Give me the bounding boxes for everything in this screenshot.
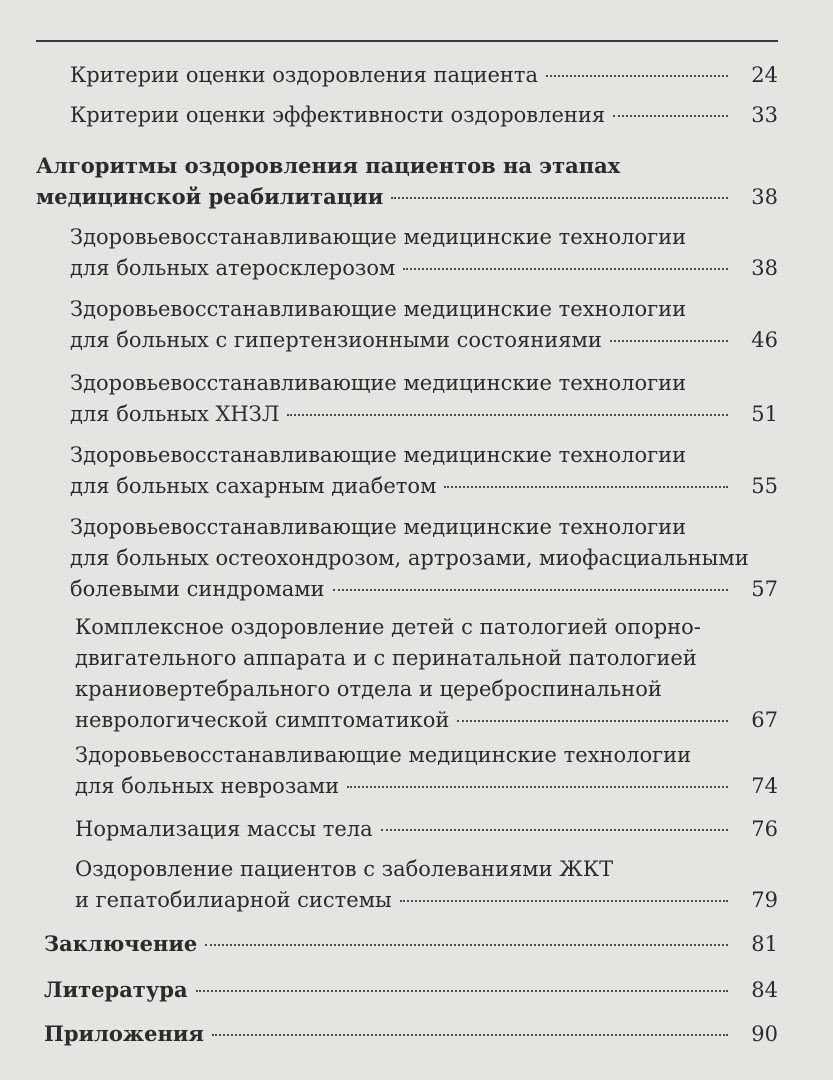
toc-entry-page: 46 [751, 328, 778, 352]
toc-entry-title: краниовертебрального отдела и цереброспинальной [75, 677, 662, 701]
toc-entry-title: Критерии оценки эффективности оздоровления [70, 103, 606, 127]
dot-leader [212, 1034, 728, 1036]
dot-leader [381, 829, 728, 831]
toc-entry-page: 67 [751, 708, 778, 732]
toc-entry [75, 814, 778, 845]
dot-leader [391, 197, 728, 199]
dot-leader [444, 486, 728, 488]
toc-entry-page: 24 [751, 63, 778, 87]
dot-leader [347, 786, 728, 788]
toc-entry [75, 854, 778, 916]
toc-entry-title: Приложения [44, 1021, 204, 1046]
dot-leader [287, 414, 728, 416]
dot-leader [610, 340, 728, 342]
dot-leader [403, 268, 728, 270]
toc-entry-page: 51 [751, 402, 778, 426]
toc-entry-title: для больных неврозами [75, 774, 340, 798]
toc-section [44, 928, 778, 960]
toc-entry-page: 90 [751, 1022, 778, 1046]
toc-entry-page: 81 [751, 932, 778, 956]
toc-entry-title: для больных остеохондрозом, артрозами, миофасциальными [70, 546, 749, 570]
toc-entry-title: и гепатобилиарной системы [75, 888, 392, 912]
toc-entry-title: Здоровьевосстанавливающие медицинские технологии [70, 443, 687, 467]
dot-leader [613, 115, 728, 117]
toc-entry-title: Здоровьевосстанавливающие медицинские технологии [70, 297, 687, 321]
toc-entry [70, 60, 778, 91]
toc-entry [70, 294, 778, 356]
toc-entry-title: Критерии оценки оздоровления пациента [70, 63, 539, 87]
toc-entry-page: 76 [751, 817, 778, 841]
toc-entry [75, 740, 778, 802]
toc-entry [70, 512, 778, 605]
toc-entry-title: Нормализация массы тела [75, 817, 373, 841]
toc-entry-title: Здоровьевосстанавливающие медицинские технологии [70, 371, 687, 395]
toc-entry-title: болевыми синдромами [70, 577, 325, 601]
toc-entry-page: 57 [751, 577, 778, 601]
dot-leader [546, 75, 728, 77]
toc-entry [70, 100, 778, 131]
toc-entry-title: двигательного аппарата и с перинатальной патологией [75, 646, 697, 670]
dot-leader [333, 589, 728, 591]
toc-entry-title: медицинской реабилитации [36, 184, 384, 209]
toc-entry-title: для больных с гипертензионными состояниями [70, 328, 602, 352]
toc-entry-title: Здоровьевосстанавливающие медицинские технологии [70, 225, 687, 249]
toc-entry [75, 612, 778, 736]
dot-leader [400, 900, 728, 902]
toc-entry-page: 33 [751, 103, 778, 127]
toc-entry-title: Заключение [44, 931, 198, 956]
toc-entry [70, 222, 778, 284]
toc-entry-title: для больных сахарным диабетом [70, 474, 437, 498]
toc-entry-page: 38 [751, 256, 778, 280]
toc-entry-title: Комплексное оздоровление детей с патологией опорно- [75, 615, 701, 639]
toc-entry-page: 79 [751, 888, 778, 912]
toc-section [44, 1018, 778, 1050]
dot-leader [205, 944, 728, 946]
toc-section [36, 150, 778, 213]
toc-entry-title: Литература [44, 977, 188, 1002]
toc-entry-title: неврологической симптоматикой [75, 708, 450, 732]
toc-entry-page: 74 [751, 774, 778, 798]
toc-entry [70, 440, 778, 502]
toc-entry-title: Алгоритмы оздоровления пациентов на этапах [36, 153, 621, 178]
top-rule [36, 40, 778, 42]
toc-entry-title: для больных атеросклерозом [70, 256, 396, 280]
toc-section [44, 974, 778, 1006]
dot-leader [196, 990, 728, 992]
toc-entry-title: Здоровьевосстанавливающие медицинские технологии [70, 515, 687, 539]
toc-entry-page: 55 [751, 474, 778, 498]
toc-entry-page: 84 [751, 978, 778, 1002]
toc-entry-title: для больных ХНЗЛ [70, 402, 280, 426]
toc-entry-title: Здоровьевосстанавливающие медицинские технологии [75, 743, 692, 767]
toc-entry [70, 368, 778, 430]
dot-leader [457, 720, 728, 722]
toc-entry-title: Оздоровление пациентов с заболеваниями ЖКТ [75, 857, 614, 881]
toc-entry-page: 38 [751, 185, 778, 209]
